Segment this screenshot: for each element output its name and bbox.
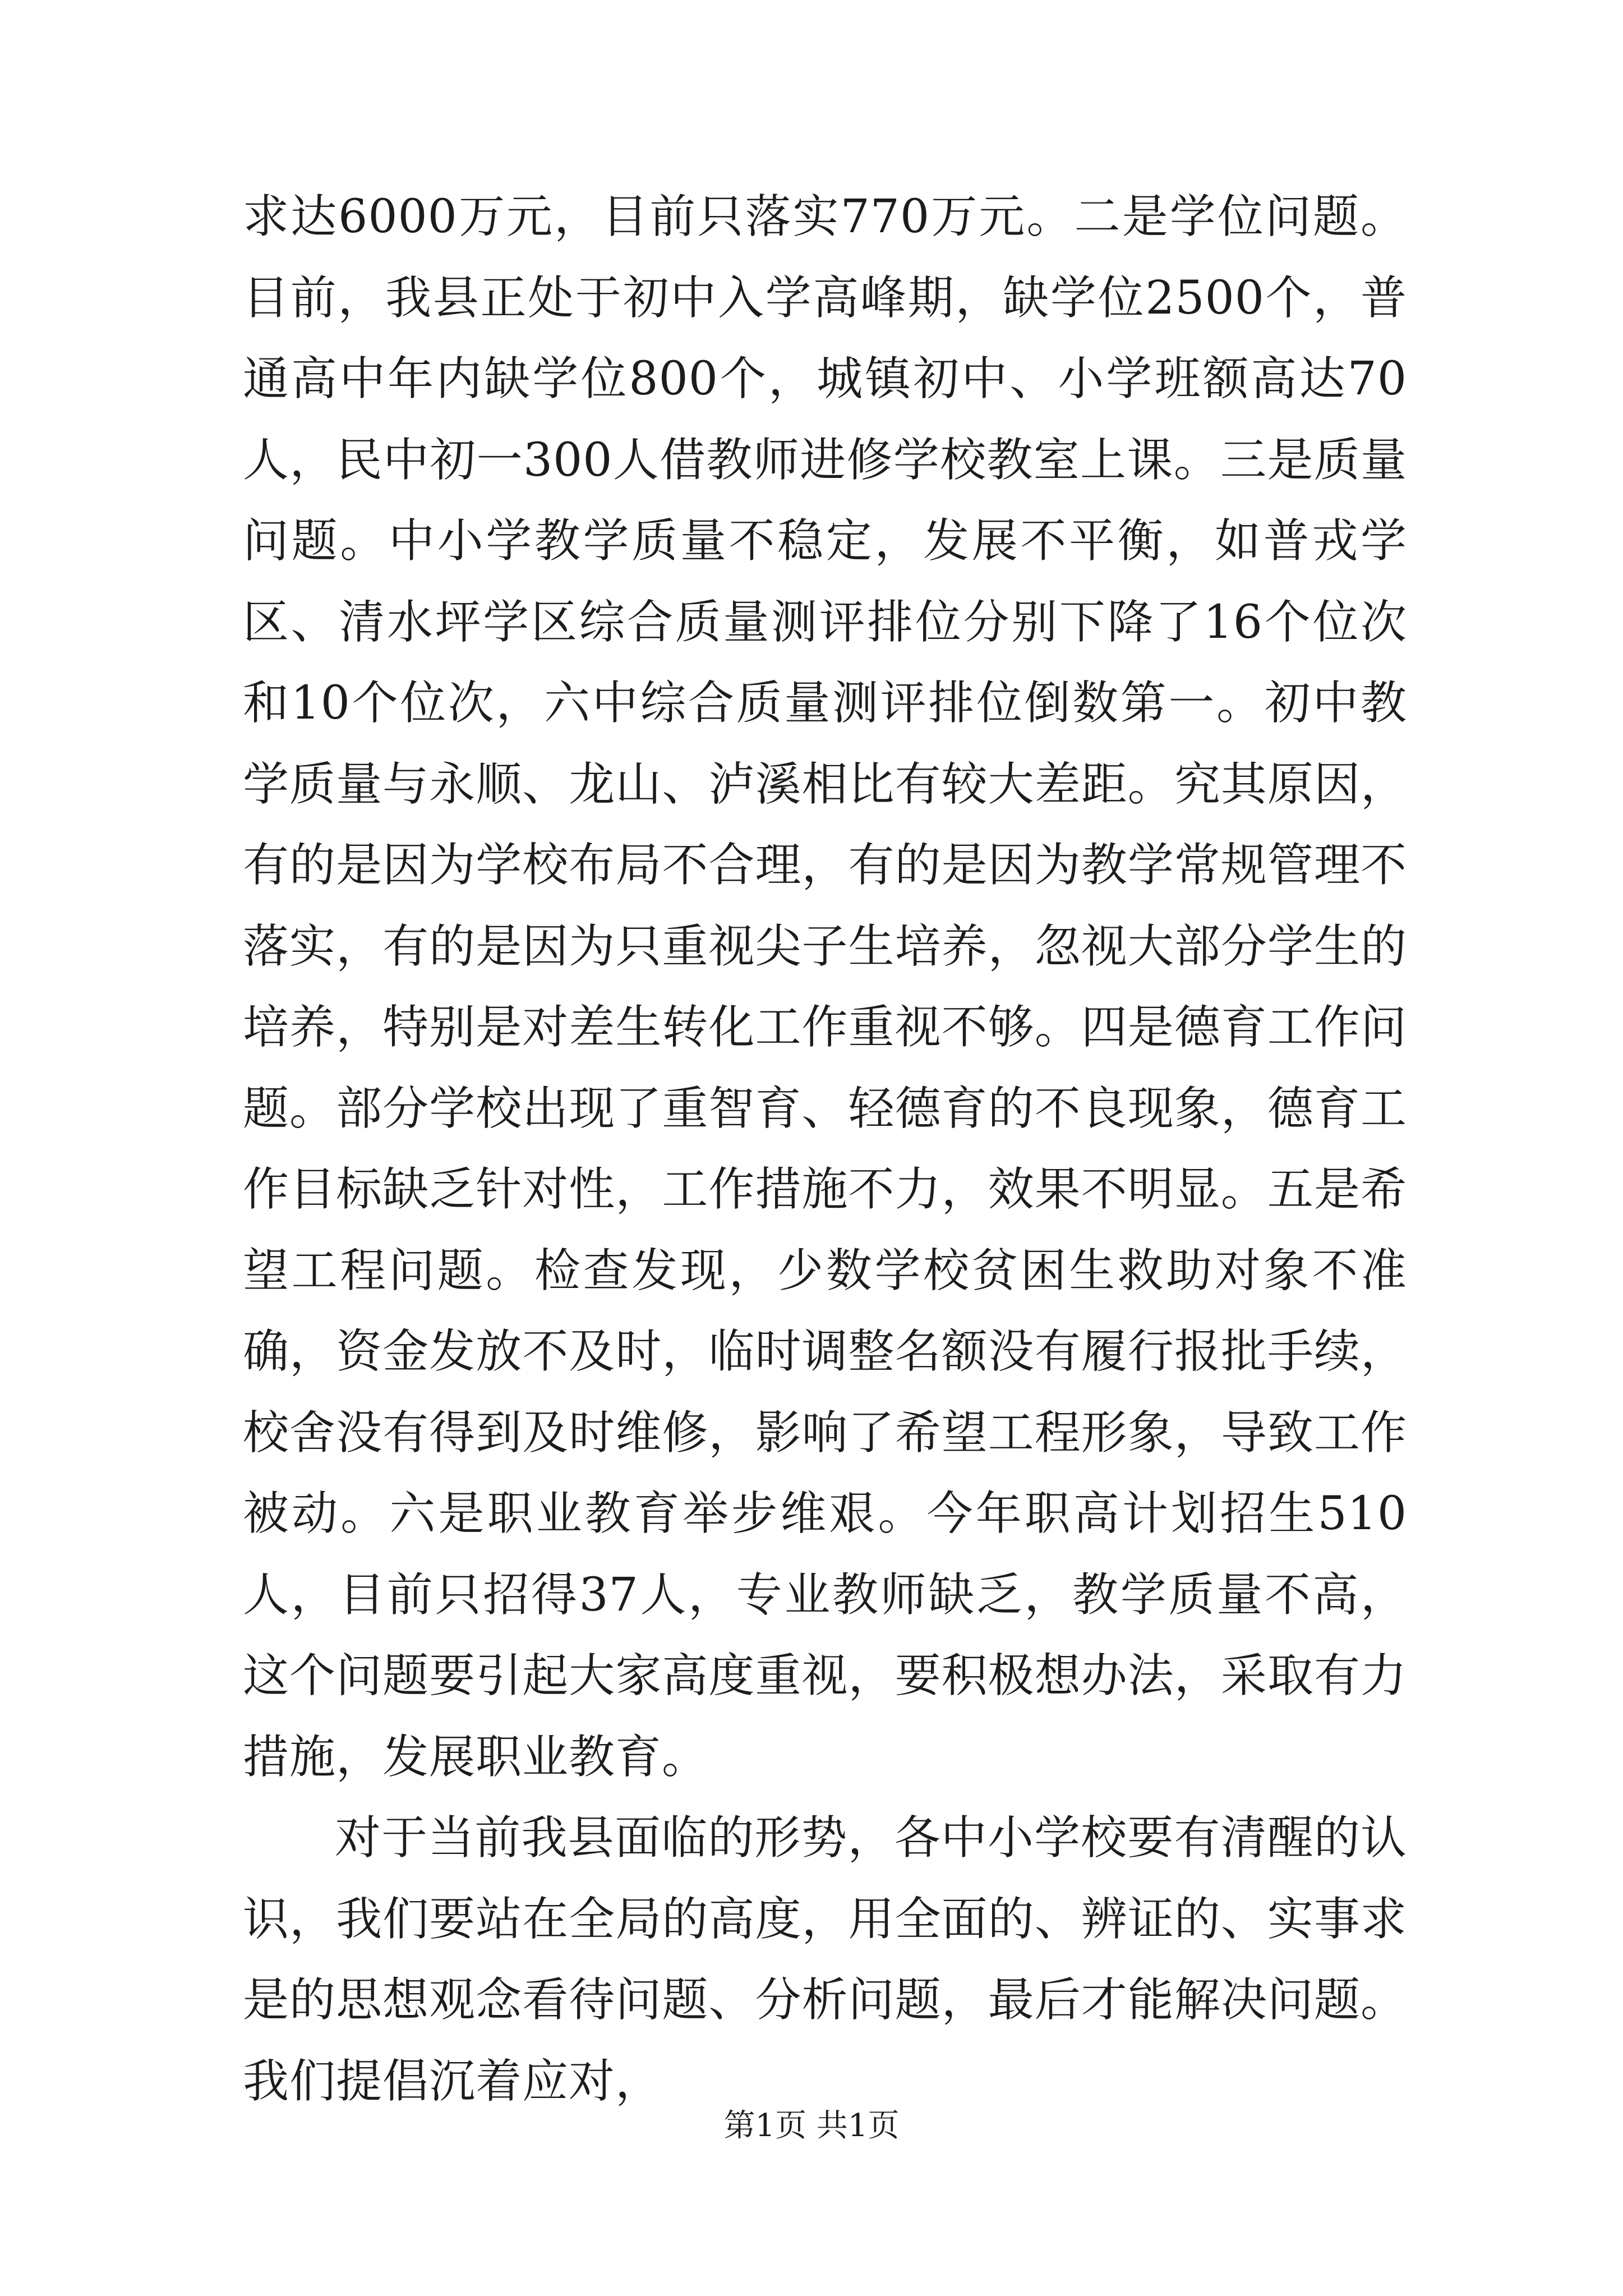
document-body [243,177,1407,2122]
page-footer [0,2106,1623,2146]
paragraph-2: 对于当前我县面临的形势，各中小学校要有清醒的认识，我们要站在全局的高度，用全面的、辨证的、实事求是的思想观念看待问题、分析问题，最后才能解决问题。我们提倡沉着应对， [243,1811,1407,2108]
paragraph-1: 求达6000万元，目前只落实770万元。二是学位问题。目前，我县正处于初中入学高峰期，缺学位2500个，普通高中年内缺学位800个，城镇初中、小学班额高达70人，民中初一300人借教师进修学校教室上课。三是质量问题。中小学教学质量不稳定，发展不平衡，如普戎学区、清水坪学区综合质量测评排位分别下降了16个位次和10个位次，六中综合质量测评排位倒数第一。初中教学质量与永顺、龙山、泸溪相比有较大差距。究其原因，有的是因为学校布局不合理，有的是因为教学常规管理不落实，有的是因为只重视尖子生培养，忽视大部分学生的培养，特别是对差生转化工作重视不够。四是德育工作问题。部分学校出现了重智育、轻德育的不良现象，德育工作目标缺乏针对性，工作措施不力，效果不明显。五是希望工程问题。检查发现，少数学校贫困生救助对象不准确，资金发放不及时，临时调整名额没有履行报批手续，校舍没有得到及时维修，影响了希望工程形象，导致工作被动。六是职业教育举步维艰。今年职高计划招生510人，目前只招得37人，专业教师缺乏，教学质量不高，这个问题要引起大家高度重视，要积极想办法，采取有力措施，发展职业教育。 [243,190,1407,1784]
page-number-label: 第1页 共1页 [723,2108,900,2144]
